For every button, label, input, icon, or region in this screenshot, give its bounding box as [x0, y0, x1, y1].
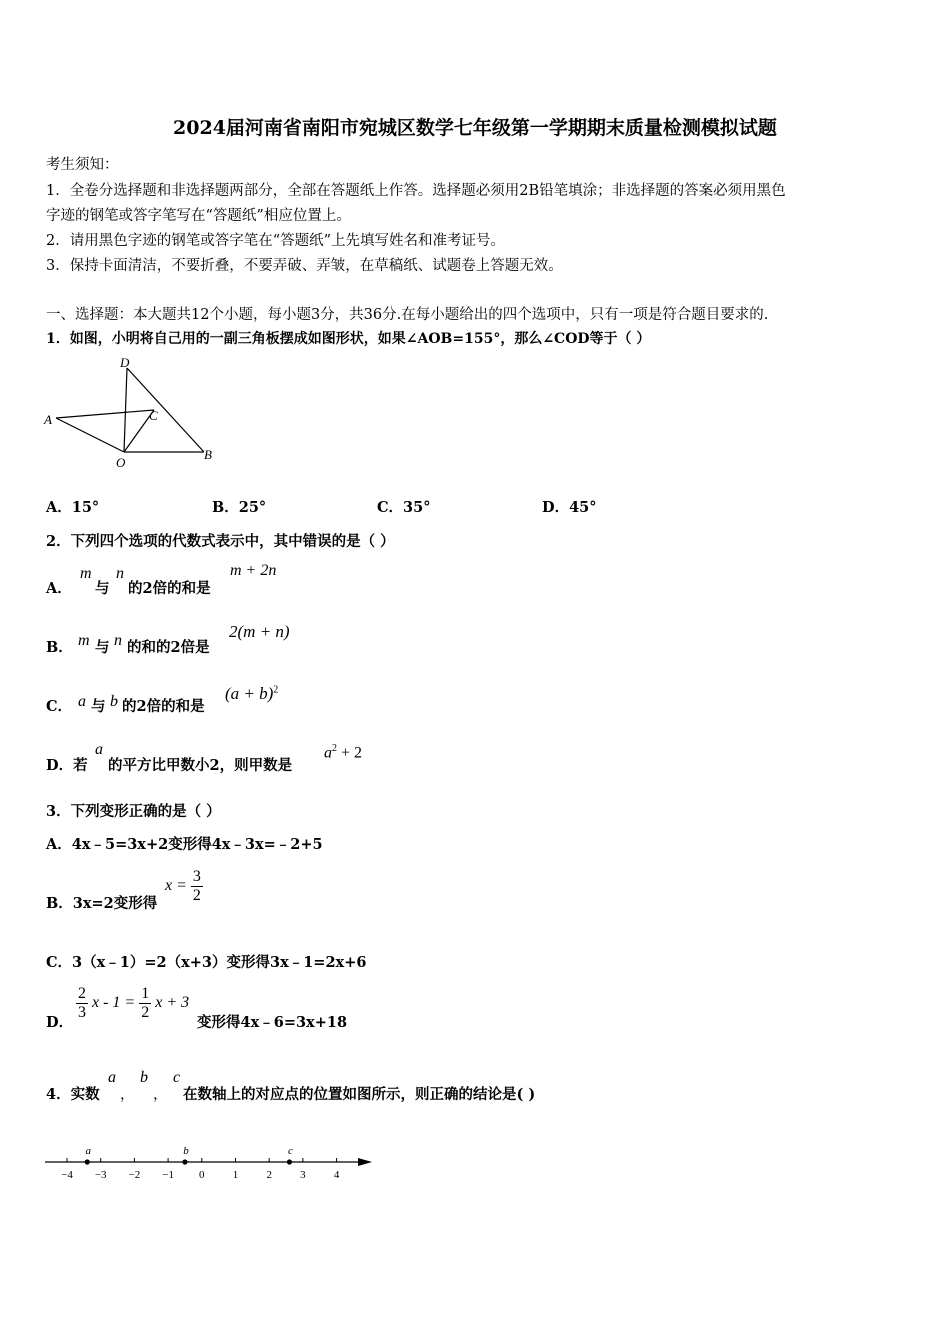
- number-line-point-c: [287, 1159, 292, 1164]
- number-line-tick-label: 1: [232, 1169, 239, 1181]
- q2-d-text-1: 的平方比甲数小2，则甲数是: [108, 757, 293, 774]
- page-title: 2024届河南省南阳市宛城区数学七年级第一学期期末质量检测模拟试题: [173, 117, 777, 139]
- label-c: C: [149, 408, 158, 423]
- q2-a-prefix: A．: [46, 580, 72, 597]
- q3-d-tail: 变形得4x﹣6=3x+18: [197, 1014, 348, 1031]
- number-line-point-b: [182, 1159, 187, 1164]
- q3-b-expression: x = $\frac{3}{2}$: [165, 868, 201, 904]
- number-line-tick-label: −2: [128, 1169, 141, 1181]
- q3-d-prefix: D．: [46, 1014, 74, 1031]
- q2-a-text-2: 的2倍的和是: [128, 580, 211, 597]
- q2-b-text-2: 的和的2倍是: [127, 639, 210, 656]
- number-line-figure: [40, 1138, 380, 1188]
- q2-d-expression: $a^2 + 2$: [324, 743, 363, 762]
- line-od: [124, 368, 127, 452]
- q2-c-prefix: C．: [46, 698, 73, 715]
- section-heading: 一、选择题：本大题共12个小题，每小题3分，共36分.在每小题给出的四个选项中，只有一项是符合题目要求的.: [46, 307, 769, 323]
- q2-c-text-2: 的2倍的和是: [122, 698, 205, 715]
- q2-d-prefix: D．若: [46, 757, 88, 774]
- q1-stem: 1．如图，小明将自己用的一副三角板摆成如图形状，如果∠AOB=155°，那么∠COD等于（ ）: [46, 331, 651, 347]
- number-line-point-a: [85, 1159, 90, 1164]
- q2-b-prefix: B．: [46, 639, 73, 656]
- number-line-tick-label: −1: [162, 1169, 174, 1181]
- number-line-point-label: b: [183, 1145, 189, 1157]
- notice-line-2: 2．请用黑色字迹的钢笔或答字笔在“答题纸”上先填写姓名和准考证号。: [46, 233, 506, 249]
- q2-stem: 2．下列四个选项的代数式表示中，其中错误的是（ ）: [46, 533, 395, 550]
- q1-option-b[interactable]: B．25°: [212, 499, 267, 516]
- q1-option-a[interactable]: A．15°: [46, 499, 100, 516]
- number-line-tick-label: 2: [266, 1169, 272, 1181]
- q4-text: 在数轴上的对应点的位置如图所示，则正确的结论是( ): [183, 1086, 536, 1103]
- label-o: O: [116, 455, 126, 470]
- q1-triangle-figure: [40, 354, 230, 474]
- q2-b-expression: 2(m + n): [229, 622, 290, 641]
- q2-c-text-1: 与: [91, 698, 106, 715]
- line-db: [127, 368, 204, 452]
- q2-c-var-b: b: [110, 693, 118, 710]
- q4-var-b: b: [140, 1069, 148, 1086]
- q1-option-c[interactable]: C．35°: [377, 499, 431, 516]
- q1-option-d[interactable]: D．45°: [542, 499, 597, 516]
- q2-a-text-1: 与: [95, 580, 110, 597]
- q4-sep-2: ，: [153, 1087, 168, 1103]
- label-b: B: [204, 447, 212, 462]
- q4-var-c: c: [173, 1069, 181, 1086]
- q2-b-text-1: 与: [95, 639, 110, 656]
- q2-a-var-m: m: [80, 565, 92, 582]
- notice-line-3: 3．保持卡面清洁，不要折叠，不要弄破、弄皱，在草稿纸、试题卷上答题无效。: [46, 258, 563, 274]
- line-ac: [56, 410, 154, 418]
- q4-var-a: a: [108, 1069, 116, 1086]
- number-line-tick-label: 3: [300, 1169, 306, 1181]
- q4-prefix: 4．实数: [46, 1086, 100, 1103]
- q3-b-prefix: B．3x=2变形得: [46, 895, 158, 912]
- q2-d-var-a: a: [95, 741, 103, 758]
- q2-b-var-n: n: [114, 632, 122, 649]
- q2-c-expression: $(a + b)^2$: [225, 684, 279, 703]
- number-line-tick-label: −3: [94, 1169, 107, 1181]
- number-line-tick-label: 4: [333, 1169, 340, 1181]
- q2-a-expression: m + 2n: [230, 562, 277, 579]
- q3-option-a[interactable]: A．4x﹣5=3x+2变形得4x﹣3x=﹣2+5: [46, 836, 323, 853]
- number-line-tick-label: 0: [199, 1169, 205, 1181]
- label-d: D: [120, 355, 130, 370]
- q4-sep-1: ，: [120, 1087, 135, 1103]
- number-line-tick-label: −4: [61, 1169, 73, 1181]
- label-a: A: [44, 412, 52, 427]
- notice-line-1: 1．全卷分选择题和非选择题两部分，全部在答题纸上作答。选择题必须用2B铅笔填涂；非选择题的答案必须用黑色: [46, 183, 786, 199]
- q3-d-equation: $\frac{2}{3}$ x - 1 = $\frac{1}{2}$ x + 3: [78, 985, 190, 1021]
- number-line-point-label: c: [287, 1145, 293, 1157]
- q2-b-var-m: m: [78, 632, 90, 649]
- q2-a-var-n: n: [116, 565, 124, 582]
- q3-option-c[interactable]: C．3（x﹣1）=2（x+3）变形得3x﹣1=2x+6: [46, 954, 367, 971]
- line-ao: [56, 418, 124, 452]
- q2-c-var-a: a: [78, 693, 86, 710]
- notice-heading: 考生须知：: [46, 157, 119, 173]
- notice-line-1b: 字迹的钢笔或答字笔写在“答题纸”相应位置上。: [46, 208, 351, 224]
- number-line-arrow: [358, 1158, 372, 1166]
- number-line-point-label: a: [85, 1145, 91, 1157]
- q3-stem: 3．下列变形正确的是（ ）: [46, 803, 221, 820]
